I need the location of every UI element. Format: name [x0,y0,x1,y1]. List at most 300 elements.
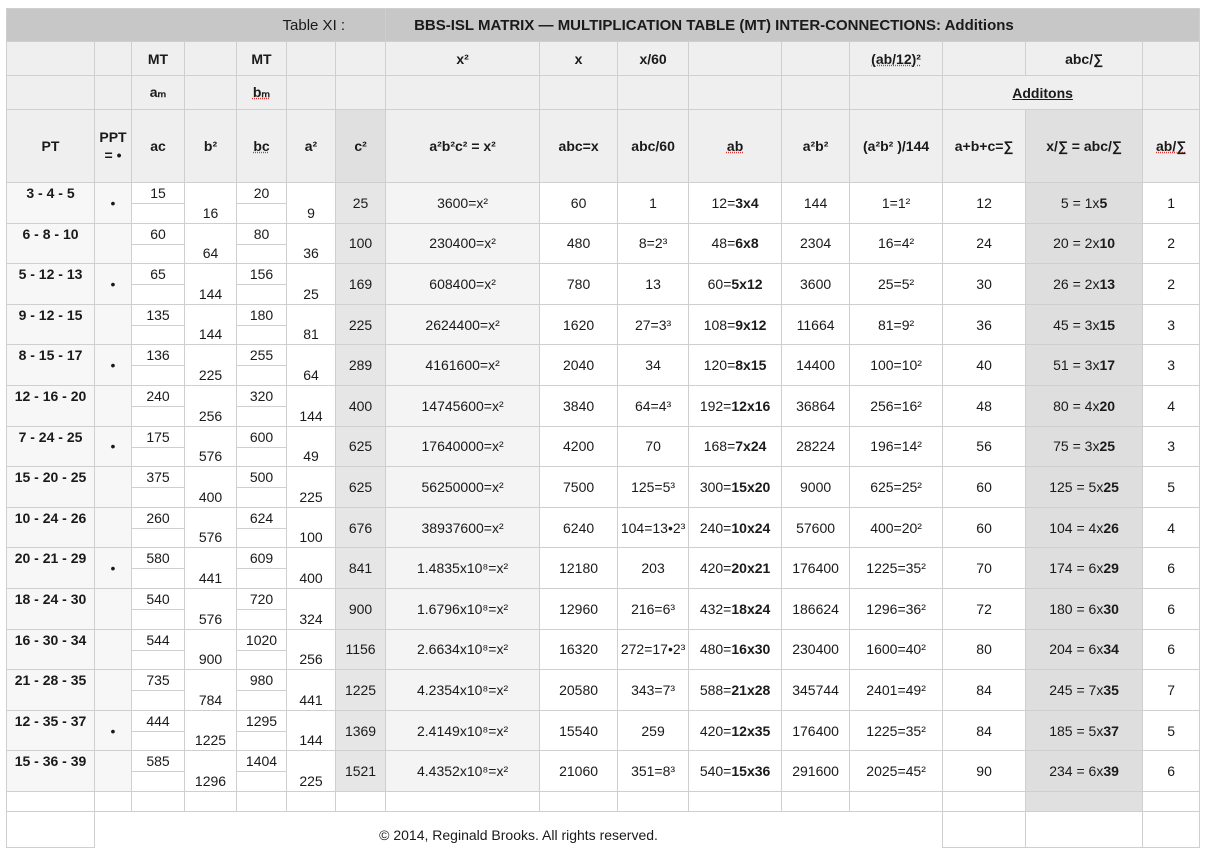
xsum-cell [1026,670,1143,711]
xsum-bold: 15 [1099,316,1116,333]
ab144-cell: 1=1² [850,183,943,224]
pt-cell: 12 - 35 - 37 [7,710,95,751]
table-row [7,467,1200,508]
header-row-2 [7,76,1200,110]
ab-prefix: 420= [699,560,732,577]
abcx-cell: 6240 [540,507,618,548]
abc60-cell: 70 [618,426,689,467]
pt-cell: 20 - 21 - 29 [7,548,95,589]
absum-cell: 3 [1143,304,1200,345]
ac-b2-pair-cell [132,426,185,467]
xsum-prefix: 185 = 5x [1049,722,1104,739]
a2b2-cell: 144 [782,183,850,224]
ac-b2-pair-cell [132,345,185,386]
header-a2b2c2: a²b²c² = x² [386,110,540,183]
ab-cell [689,629,782,670]
xsum-bold: 20 [1099,397,1116,414]
ab-cell [689,467,782,508]
b2-cell: 144 [185,264,237,305]
data-body [7,183,1200,792]
bc-cell [237,629,287,670]
header-a2b2-144: (a²b² )/144 [850,110,943,183]
c2-cell: 625 [336,467,386,508]
a2-cell: 144 [287,385,336,426]
x2-cell: 14745600=x² [386,385,540,426]
ab144-cell: 25=5² [850,264,943,305]
table-row [7,183,1200,224]
b2-cell: 400 [185,467,237,508]
ab-product: 18x24 [731,600,771,617]
c2-cell: 1369 [336,710,386,751]
header-mt-1: MT [132,42,185,76]
a2b2-cell: 14400 [782,345,850,386]
bc-value: 1020 [245,631,278,648]
header-a2b2: a²b² [782,110,850,183]
ab-cell [689,223,782,264]
b2-cell: 16 [185,183,237,224]
header-mt-2: MT [237,42,287,76]
bc-value: 80 [253,225,270,242]
ab-prefix: 12= [711,194,736,211]
x2-cell: 1.6796x10⁸=x² [386,588,540,629]
xsum-cell [1026,710,1143,751]
header-x2: x² [386,42,540,76]
ab-cell [689,710,782,751]
xsum-cell [1026,548,1143,589]
pt-cell: 21 - 28 - 35 [7,670,95,711]
header-bm-text: bₘ [252,84,271,100]
ab-prefix: 48= [711,235,736,252]
ab-prefix: 540= [699,763,732,780]
abcx-cell: 7500 [540,467,618,508]
ab-product: 12x16 [731,397,771,414]
ppt-cell: • [95,183,132,224]
abcx-cell: 60 [540,183,618,224]
abcx-cell: 480 [540,223,618,264]
bc-cell [237,264,287,305]
abc60-cell: 203 [618,548,689,589]
xsum-prefix: 75 = 3x [1053,438,1100,455]
ab-cell [689,183,782,224]
a2-cell: 49 [287,426,336,467]
ppt-cell: • [95,345,132,386]
absum-cell: 7 [1143,670,1200,711]
ac-value: 136 [146,347,170,364]
sum-cell: 36 [943,304,1026,345]
sum-cell: 60 [943,507,1026,548]
sum-cell: 12 [943,183,1026,224]
footer-spacer-row [7,791,1200,811]
c2-cell: 900 [336,588,386,629]
bc-cell [237,548,287,589]
abc60-cell: 125=5³ [618,467,689,508]
absum-cell: 6 [1143,588,1200,629]
a2b2-cell: 176400 [782,710,850,751]
abcx-cell: 12180 [540,548,618,589]
bc-value: 320 [249,387,274,404]
pt-cell: 7 - 24 - 25 [7,426,95,467]
x2-cell: 2624400=x² [386,304,540,345]
header-absum-text: ab/∑ [1156,138,1187,154]
abcx-cell: 780 [540,264,618,305]
b2-cell: 784 [185,670,237,711]
ab-prefix: 240= [699,519,732,536]
xsum-prefix: 26 = 2x [1053,275,1100,292]
ac-value: 544 [146,631,170,648]
xsum-bold: 13 [1099,275,1116,292]
c2-cell: 676 [336,507,386,548]
c2-cell: 169 [336,264,386,305]
a2b2-cell: 28224 [782,426,850,467]
ab-product: 21x28 [731,681,771,698]
xsum-bold: 34 [1103,641,1119,658]
bc-cell [237,345,287,386]
xsum-prefix: 204 = 6x [1049,641,1104,658]
ab-product: 16x30 [731,641,771,658]
b2-cell: 1296 [185,751,237,792]
b2-cell: 225 [185,345,237,386]
absum-cell: 2 [1143,223,1200,264]
b2-cell: 64 [185,223,237,264]
bc-cell [237,588,287,629]
ab-product: 9x12 [735,316,767,333]
xsum-cell [1026,385,1143,426]
sum-cell: 30 [943,264,1026,305]
abc60-cell: 27=3³ [618,304,689,345]
sum-cell: 56 [943,426,1026,467]
absum-cell: 2 [1143,264,1200,305]
a2-cell: 225 [287,467,336,508]
pt-cell: 16 - 30 - 34 [7,629,95,670]
bc-cell [237,183,287,224]
header-sum: a+b+c=∑ [943,110,1026,183]
xsum-cell [1026,264,1143,305]
abc60-cell: 272=17•2³ [618,629,689,670]
ppt-cell [95,223,132,264]
table-row [7,751,1200,792]
ac-value: 175 [146,428,170,445]
ppt-cell [95,629,132,670]
ab-product: 15x20 [731,478,771,495]
ab144-cell: 1225=35² [850,548,943,589]
bc-cell [237,670,287,711]
ab144-cell: 1225=35² [850,710,943,751]
bc-value: 720 [249,590,274,607]
c2-cell: 841 [336,548,386,589]
header-ab-text: ab [726,138,744,154]
x2-cell: 608400=x² [386,264,540,305]
xsum-cell [1026,183,1143,224]
bc-cell [237,507,287,548]
ab-cell [689,507,782,548]
absum-cell: 4 [1143,507,1200,548]
bc-cell [237,426,287,467]
x2-cell: 4161600=x² [386,345,540,386]
bc-value: 20 [253,185,270,201]
ab-prefix: 60= [707,275,732,292]
ac-b2-pair-cell [132,507,185,548]
abc60-cell: 64=4³ [618,385,689,426]
table-row [7,304,1200,345]
pt-cell: 3 - 4 - 5 [7,183,95,224]
xsum-prefix: 5 = 1x [1060,194,1100,211]
ab144-cell: 625=25² [850,467,943,508]
abc60-cell: 216=6³ [618,588,689,629]
footer-row [7,811,1200,847]
absum-cell: 6 [1143,548,1200,589]
a2b2-cell: 176400 [782,548,850,589]
table-row [7,629,1200,670]
ac-value: 260 [146,509,170,526]
pt-cell: 9 - 12 - 15 [7,304,95,345]
xsum-bold: 39 [1103,763,1119,780]
bc-value: 255 [249,347,274,364]
ppt-cell [95,467,132,508]
ab144-cell: 1600=40² [850,629,943,670]
abcx-cell: 21060 [540,751,618,792]
ac-value: 65 [150,266,166,283]
xsum-bold: 30 [1103,600,1119,617]
absum-cell: 4 [1143,385,1200,426]
x2-cell: 2.4149x10⁸=x² [386,710,540,751]
xsum-cell [1026,467,1143,508]
sum-cell: 84 [943,710,1026,751]
table-row [7,670,1200,711]
xsum-prefix: 234 = 6x [1049,763,1104,780]
table-row [7,385,1200,426]
matrix-table [6,8,1200,848]
xsum-cell [1026,629,1143,670]
xsum-prefix: 245 = 7x [1049,681,1104,698]
ac-value: 135 [146,306,170,323]
header-b2: b² [185,110,237,183]
header-ab12-text: (ab/12)² [871,50,921,67]
ppt-cell: • [95,710,132,751]
bc-value: 1295 [245,712,278,729]
ab144-cell: 256=16² [850,385,943,426]
abcx-cell: 4200 [540,426,618,467]
ab-product: 5x12 [731,275,763,292]
ac-b2-pair-cell [132,264,185,305]
absum-cell: 5 [1143,467,1200,508]
a2-cell: 144 [287,710,336,751]
xsum-cell [1026,588,1143,629]
abcx-cell: 20580 [540,670,618,711]
header-abc60: abc/60 [618,110,689,183]
a2-cell: 9 [287,183,336,224]
pt-cell: 6 - 8 - 10 [7,223,95,264]
ppt-cell: • [95,548,132,589]
a2-cell: 256 [287,629,336,670]
bc-cell [237,223,287,264]
xsum-bold: 37 [1103,722,1119,739]
bc-value: 624 [249,509,274,526]
ab-prefix: 432= [699,600,732,617]
a2b2-cell: 57600 [782,507,850,548]
ac-value: 375 [146,469,170,486]
header-absum [1143,110,1200,183]
x2-cell: 1.4835x10⁸=x² [386,548,540,589]
x2-cell: 3600=x² [386,183,540,224]
b2-cell: 1225 [185,710,237,751]
ac-b2-pair-cell [132,710,185,751]
ac-value: 444 [146,712,170,729]
a2-cell: 36 [287,223,336,264]
x2-cell: 17640000=x² [386,426,540,467]
x2-cell: 4.2354x10⁸=x² [386,670,540,711]
xsum-bold: 5 [1099,194,1108,211]
table-row [7,264,1200,305]
a2b2-cell: 36864 [782,385,850,426]
b2-cell: 576 [185,507,237,548]
ac-b2-pair-cell [132,548,185,589]
header-abcsum: abc/∑ [1026,42,1143,76]
header-x: x [540,42,618,76]
bc-value: 600 [249,428,274,445]
header-row-3 [7,110,1200,183]
xsum-cell [1026,223,1143,264]
absum-cell: 5 [1143,710,1200,751]
header-a2: a² [287,110,336,183]
ab-prefix: 192= [699,397,732,414]
header-x60: x/60 [618,42,689,76]
table-label: Table XI : [7,9,386,42]
a2b2-cell: 2304 [782,223,850,264]
a2b2-cell: 345744 [782,670,850,711]
ab-product: 6x8 [735,235,759,252]
xsum-prefix: 104 = 4x [1049,519,1104,536]
ab-cell [689,670,782,711]
sum-cell: 80 [943,629,1026,670]
b2-cell: 576 [185,588,237,629]
ab144-cell: 196=14² [850,426,943,467]
a2b2-cell: 11664 [782,304,850,345]
abcx-cell: 16320 [540,629,618,670]
header-bm [237,76,287,110]
ab-product: 8x15 [735,357,767,374]
xsum-bold: 25 [1103,478,1119,495]
ab-cell [689,304,782,345]
abcx-cell: 12960 [540,588,618,629]
ppt-cell: • [95,264,132,305]
b2-cell: 256 [185,385,237,426]
c2-cell: 1156 [336,629,386,670]
ab-prefix: 588= [699,681,732,698]
xsum-prefix: 20 = 2x [1053,235,1100,252]
ab-cell [689,264,782,305]
xsum-prefix: 125 = 5x [1049,478,1104,495]
header-xsum: x/∑ = abc/∑ [1026,110,1143,183]
a2-cell: 100 [287,507,336,548]
ab-prefix: 480= [699,641,732,658]
header-am: aₘ [132,76,185,110]
abcx-cell: 15540 [540,710,618,751]
c2-cell: 225 [336,304,386,345]
xsum-cell [1026,345,1143,386]
abc60-cell: 1 [618,183,689,224]
ab-prefix: 108= [703,316,736,333]
x2-cell: 4.4352x10⁸=x² [386,751,540,792]
ab-product: 3x4 [735,194,759,211]
header-bc-text: bc [253,138,270,154]
absum-cell: 1 [1143,183,1200,224]
ac-value: 60 [150,225,166,242]
ac-value: 540 [146,590,170,607]
sum-cell: 40 [943,345,1026,386]
bc-value: 1404 [245,753,278,770]
ac-value: 580 [146,550,170,567]
pt-cell: 15 - 36 - 39 [7,751,95,792]
ab-prefix: 168= [703,438,736,455]
ab144-cell: 1296=36² [850,588,943,629]
bc-cell [237,304,287,345]
table-row [7,507,1200,548]
abc60-cell: 8=2³ [618,223,689,264]
bc-cell [237,710,287,751]
ac-b2-pair-cell [132,304,185,345]
abcx-cell: 3840 [540,385,618,426]
abc60-cell: 343=7³ [618,670,689,711]
title-row [7,9,1200,42]
abc60-cell: 34 [618,345,689,386]
xsum-bold: 25 [1099,438,1116,455]
c2-cell: 1225 [336,670,386,711]
absum-cell: 3 [1143,426,1200,467]
ab-prefix: 300= [699,478,732,495]
a2-cell: 441 [287,670,336,711]
table-row [7,223,1200,264]
a2b2-cell: 9000 [782,467,850,508]
xsum-cell [1026,426,1143,467]
c2-cell: 289 [336,345,386,386]
xsum-cell [1026,304,1143,345]
bc-cell [237,467,287,508]
table-row [7,588,1200,629]
ac-b2-pair-cell [132,629,185,670]
abcx-cell: 1620 [540,304,618,345]
x2-cell: 56250000=x² [386,467,540,508]
sum-cell: 60 [943,467,1026,508]
table-row [7,345,1200,386]
header-ab [689,110,782,183]
abcx-cell: 2040 [540,345,618,386]
ab-product: 7x24 [735,438,767,455]
bc-value: 156 [249,266,274,283]
bc-cell [237,751,287,792]
ab-cell [689,426,782,467]
abc60-cell: 13 [618,264,689,305]
a2-cell: 400 [287,548,336,589]
ppt-cell [95,751,132,792]
header-additions: Additons [943,76,1143,110]
ppt-cell [95,507,132,548]
ab-product: 20x21 [731,560,771,577]
c2-cell: 1521 [336,751,386,792]
absum-cell: 6 [1143,751,1200,792]
ab-product: 10x24 [731,519,771,536]
sum-cell: 70 [943,548,1026,589]
sum-cell: 72 [943,588,1026,629]
ab-cell [689,751,782,792]
ppt-cell [95,670,132,711]
ac-b2-pair-cell [132,670,185,711]
b2-cell: 441 [185,548,237,589]
x2-cell: 230400=x² [386,223,540,264]
xsum-bold: 17 [1099,357,1116,374]
a2b2-cell: 186624 [782,588,850,629]
xsum-cell [1026,507,1143,548]
xsum-prefix: 80 = 4x [1053,397,1100,414]
